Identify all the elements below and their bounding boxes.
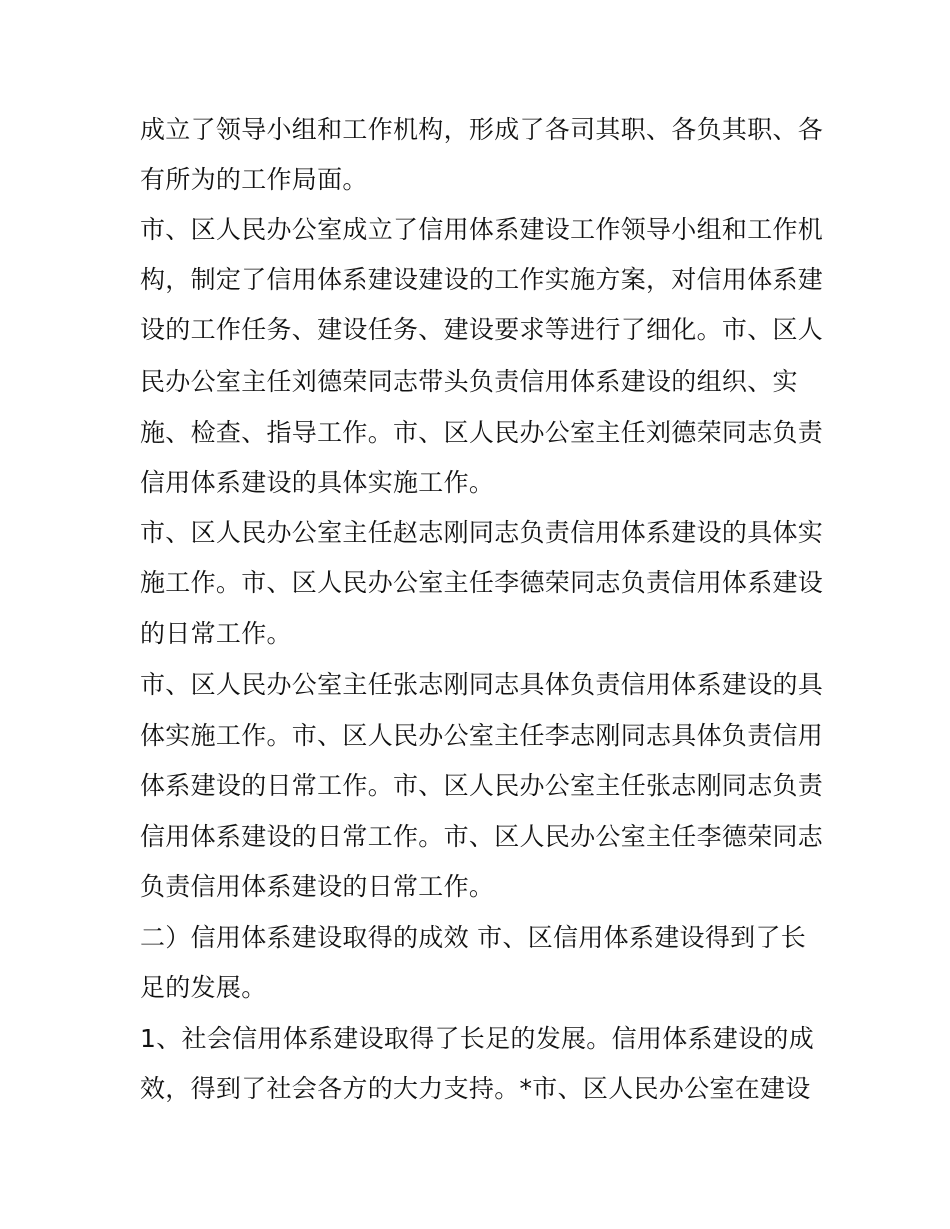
- text-line: 有所为的工作局面。: [140, 165, 368, 194]
- text-line: 足的发展。: [140, 973, 267, 1002]
- text-line: 负责信用体系建设的日常工作。: [140, 872, 495, 901]
- text-line: 施工作。市、区人民办公室主任李德荣同志负责信用体系建设: [140, 568, 824, 597]
- text-line: 市、区人民办公室主任赵志刚同志负责信用体系建设的具体实: [140, 518, 824, 547]
- text-line: 信用体系建设的日常工作。市、区人民办公室主任李德荣同志: [140, 822, 824, 851]
- text-line: 1、社会信用体系建设取得了长足的发展。信用体系建设的成: [140, 1024, 815, 1053]
- text-line: 体实施工作。市、区人民办公室主任李志刚同志具体负责信用: [140, 721, 824, 750]
- text-line: 成立了领导小组和工作机构，形成了各司其职、各负其职、各: [140, 115, 824, 144]
- text-line: 市、区人民办公室成立了信用体系建设工作领导小组和工作机: [140, 215, 824, 244]
- text-line: 效，得到了社会各方的大力支持。*市、区人民办公室在建设: [140, 1074, 811, 1103]
- text-line: 的日常工作。: [140, 619, 292, 648]
- text-line: 构，制定了信用体系建设建设的工作实施方案，对信用体系建: [140, 265, 824, 294]
- text-line: 体系建设的日常工作。市、区人民办公室主任张志刚同志负责: [140, 771, 824, 800]
- text-line: 设的工作任务、建设任务、建设要求等进行了细化。市、区人: [140, 315, 824, 344]
- text-line: 二）信用体系建设取得的成效 市、区信用体系建设得到了长: [140, 923, 807, 952]
- text-line: 市、区人民办公室主任张志刚同志具体负责信用体系建设的具: [140, 670, 824, 699]
- text-line: 施、检查、指导工作。市、区人民办公室主任刘德荣同志负责: [140, 418, 824, 447]
- text-line: 信用体系建设的具体实施工作。: [140, 468, 495, 497]
- text-line: 民办公室主任刘德荣同志带头负责信用体系建设的组织、实: [140, 367, 798, 396]
